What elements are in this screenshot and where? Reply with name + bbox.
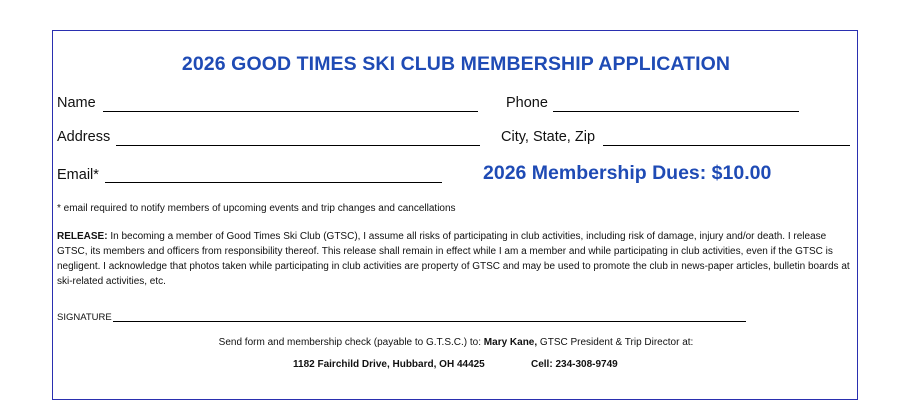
release-text: In becoming a member of Good Times Ski Club (GTSC), I assume all risks of participating in club activities, including risk of damage, injury and/or death. I release GTSC, its members and officers from responsibility thereof. This release shall remain in effect while I am a member and while participating in club activities, even if the GTSC is negligent. I acknowledge that photos taken while participating in club activities are property of GTSC and may be used to promote the club in news-paper articles, bulletin boards at ski-related activities, etc. — [57, 231, 850, 287]
cell-phone: Cell: 234-308-9749 — [531, 359, 618, 370]
membership-application-form — [52, 30, 858, 400]
address-label: Address — [57, 129, 111, 145]
contact-name: Mary Kane, — [483, 337, 538, 348]
signature-field[interactable] — [113, 321, 746, 322]
send-instructions — [53, 337, 859, 348]
city-state-zip-field[interactable] — [603, 145, 850, 146]
name-field[interactable] — [103, 111, 478, 112]
email-field[interactable] — [105, 182, 442, 183]
send-prefix: Send form and membership check (payable to G.T.S.C.) to: — [218, 337, 484, 348]
phone-field[interactable] — [553, 111, 799, 112]
name-label: Name — [57, 95, 96, 111]
release-label: RELEASE: — [57, 231, 108, 242]
form-title: 2026 GOOD TIMES SKI CLUB MEMBERSHIP APPLICATION — [181, 53, 731, 75]
release-paragraph — [57, 229, 857, 289]
signature-label: SIGNATURE — [57, 312, 112, 323]
city-state-zip-label: City, State, Zip — [501, 129, 596, 145]
email-label: Email* — [57, 167, 99, 183]
send-suffix: GTSC President & Trip Director at: — [537, 337, 694, 348]
email-note: * email required to notify members of upcoming events and trip changes and cancellations — [57, 203, 456, 214]
phone-label: Phone — [506, 95, 548, 111]
membership-dues: 2026 Membership Dues: $10.00 — [483, 162, 772, 184]
mailing-address: 1182 Fairchild Drive, Hubbard, OH 44425 — [293, 359, 485, 370]
address-field[interactable] — [116, 145, 480, 146]
